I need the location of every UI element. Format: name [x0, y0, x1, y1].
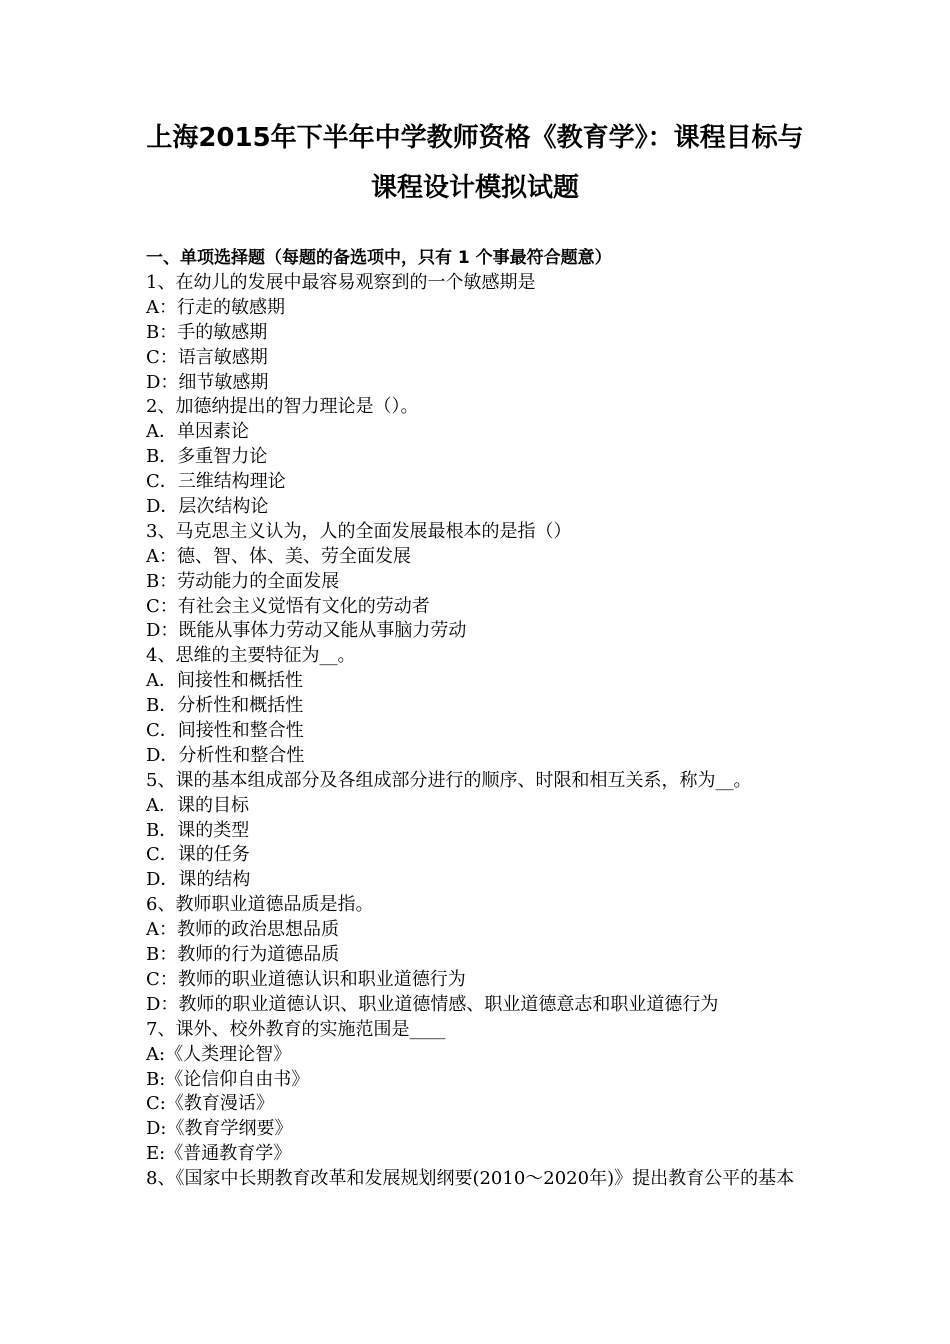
answer-option: C．间接性和整合性: [146, 720, 304, 742]
answer-option: A：行走的敏感期: [146, 296, 285, 318]
answer-option: D．层次结构论: [146, 496, 269, 518]
question-stem: 6、教师职业道德品质是指。: [146, 894, 374, 916]
answer-option: C．课的任务: [146, 844, 250, 866]
answer-option: D：教师的职业道德认识、职业道德情感、职业道德意志和职业道德行为: [146, 993, 719, 1015]
answer-option: D：细节敏感期: [146, 371, 269, 393]
question-stem: 8、《国家中长期教育改革和发展规划纲要(2010～2020年)》提出教育公平的基本: [146, 1168, 795, 1190]
answer-option: B：教师的行为道德品质: [146, 944, 340, 966]
question-stem: 5、课的基本组成部分及各组成部分进行的顺序、时限和相互关系，称为__。: [146, 769, 752, 791]
question-stem: 2、加德纳提出的智力理论是（）。: [146, 396, 419, 418]
answer-option: D：既能从事体力劳动又能从事脑力劳动: [146, 620, 467, 642]
answer-option: B：手的敏感期: [146, 321, 268, 343]
answer-option: E:《普通教育学》: [146, 1143, 292, 1165]
answer-option: C：有社会主义觉悟有文化的劳动者: [146, 595, 430, 617]
answer-option: A．间接性和概括性: [146, 670, 303, 692]
answer-option: A．课的目标: [146, 794, 249, 816]
question-stem: 3、马克思主义认为，人的全面发展最根本的是指（）: [146, 520, 572, 542]
question-list: [146, 271, 886, 1192]
answer-option: D．分析性和整合性: [146, 744, 305, 766]
document-title-line-1: 上海2015年下半年中学教师资格《教育学》：课程目标与: [146, 123, 804, 153]
answer-option: B．分析性和概括性: [146, 695, 304, 717]
answer-option: B:《论信仰自由书》: [146, 1068, 310, 1090]
answer-option: C．三维结构理论: [146, 471, 286, 493]
answer-option: A：教师的政治思想品质: [146, 919, 339, 941]
answer-option: D:《教育学纲要》: [146, 1118, 293, 1140]
answer-option: D．课的结构: [146, 869, 251, 891]
answer-option: A:《人类理论智》: [146, 1043, 292, 1065]
answer-option: C：教师的职业道德认识和职业道德行为: [146, 968, 466, 990]
section-heading: 一、单项选择题（每题的备选项中，只有 1 个事最符合题意）: [146, 248, 612, 268]
answer-option: B．课的类型: [146, 819, 250, 841]
answer-option: B．多重智力论: [146, 446, 268, 468]
question-stem: 4、思维的主要特征为__。: [146, 645, 356, 667]
answer-option: C:《教育漫话》: [146, 1093, 274, 1115]
answer-option: C：语言敏感期: [146, 346, 268, 368]
answer-option: A：德、智、体、美、劳全面发展: [146, 545, 411, 567]
answer-option: B：劳动能力的全面发展: [146, 570, 340, 592]
question-stem: 1、在幼儿的发展中最容易观察到的一个敏感期是: [146, 272, 536, 293]
document-title-line-2: 课程设计模拟试题: [370, 173, 579, 203]
question-stem: 7、课外、校外教育的实施范围是____: [146, 1018, 446, 1040]
answer-option: A．单因素论: [146, 421, 249, 443]
